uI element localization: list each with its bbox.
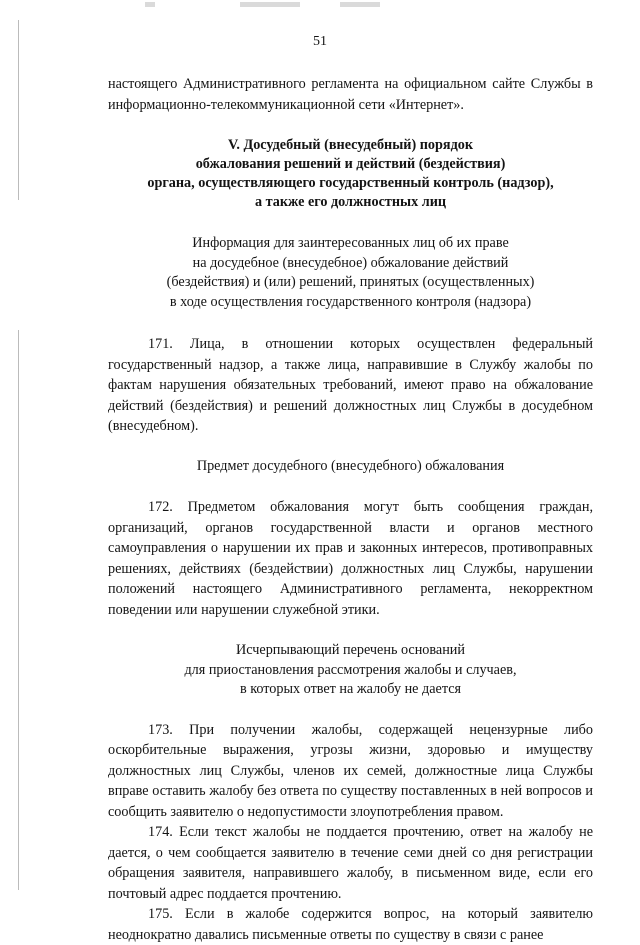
scan-artifact — [240, 2, 300, 7]
subheading-grounds — [108, 641, 593, 700]
subheading-info-rights — [108, 234, 593, 312]
subheading-line: для приостановления рассмотрения жалобы и случаев, — [184, 661, 517, 678]
page-number: 51 — [313, 34, 327, 49]
paragraph-175: 175. Если в жалобе содержится вопрос, на который заявителю неоднократно давались письменные ответы по существу в связи с ранее — [108, 906, 593, 943]
paragraph-171: 171. Лица, в отношении которых осуществлен федеральный государственный надзор, а также лица, направившие в Службу жалобы по фактам нарушения обязательных требований, имеют право на обжалование действий (бездействия) и решений должностных лиц Службы в досудебном (внесудебном). — [108, 336, 593, 434]
subheading-line: в которых ответ на жалобу не дается — [239, 681, 462, 697]
subheading-line: в ходе осуществления государственного контроля (надзора) — [169, 293, 532, 310]
scan-artifact — [340, 2, 380, 7]
document-body — [108, 74, 593, 945]
paragraph-174: 174. Если текст жалобы не поддается прочтению, ответ на жалобу не дается, о чем сообщается заявителю в течение семи дней со дня регистрации обращения заявителя, направившего жалобу, в письменном виде, если его почтовый адрес поддается прочтению. — [108, 824, 593, 902]
subheading-line: Исчерпывающий перечень оснований — [236, 642, 465, 658]
intro-paragraph: настоящего Административного регламента на официальном сайте Службы в информационно-телекоммуникационной сети «Интернет». — [108, 76, 593, 113]
subheading-line: Информация для заинтересованных лиц об их праве — [192, 235, 509, 251]
subheading-line: (бездействия) и (или) решений, принятых (осуществленных) — [166, 274, 535, 290]
section-heading — [108, 136, 593, 212]
section-heading-line: органа, осуществляющего государственный контроль (надзор), — [147, 175, 554, 191]
section-heading-line: обжалования решений и действий (бездействия) — [195, 156, 506, 172]
paragraph-173: 173. При получении жалобы, содержащей нецензурные либо оскорбительные выражения, угрозы жизни, здоровью и имуществу должностных лиц Службы, членов их семей, должностные лица Службы вправе оставить жалобу без ответа по существу поставленных в ней вопросов и сообщить заявителю о недопустимости злоупотребления правом. — [108, 721, 593, 820]
scan-margin-line — [18, 330, 19, 890]
subheading-line: на досудебное (внесудебное) обжалование действий — [192, 254, 509, 271]
paragraph-172: 172. Предметом обжалования могут быть сообщения граждан, организаций, органов государственной власти и органов местного самоуправления о нарушении их прав и законных интересов, противоправных решениях, действиях (бездействии) должностных лиц Службы, нарушении положений настоящего Административного регламента, некорректном поведении или нарушении служебной этики. — [108, 499, 593, 618]
section-heading-line: а также его должностных лиц — [254, 194, 447, 210]
section-heading-line: V. Досудебный (внесудебный) порядок — [227, 137, 474, 153]
subheading-subject: Предмет досудебного (внесудебного) обжалования — [196, 457, 505, 474]
scan-artifact — [145, 2, 155, 7]
